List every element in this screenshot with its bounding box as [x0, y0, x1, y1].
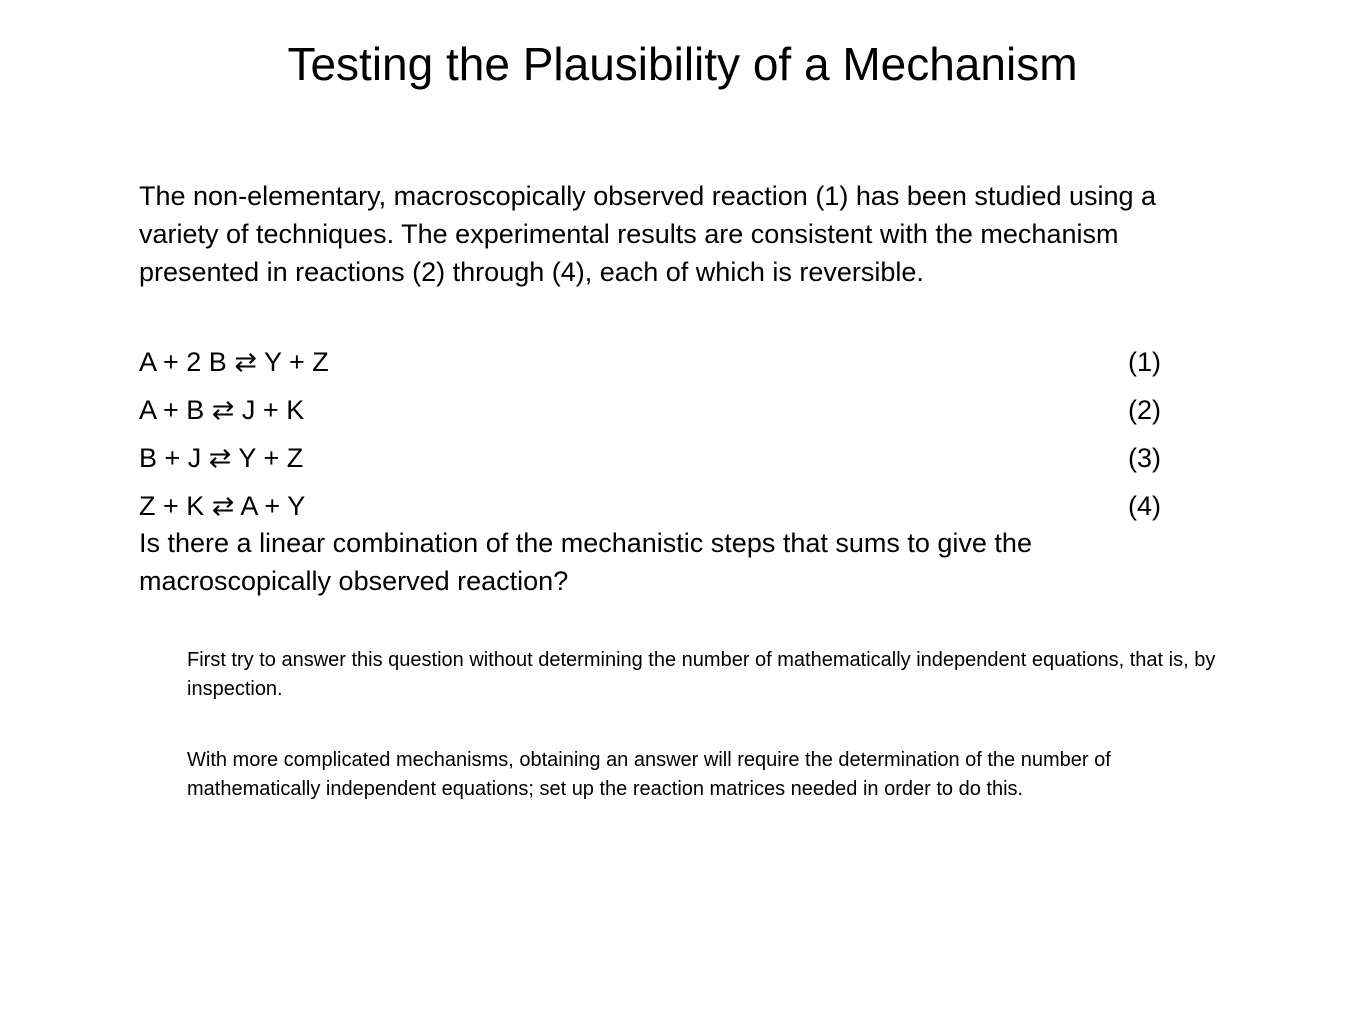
reaction-equation: B + J ⇄ Y + Z — [139, 443, 304, 473]
reaction-list — [139, 343, 1161, 535]
reaction-equation: A + B ⇄ J + K — [139, 395, 305, 425]
reaction-equation: Z + K ⇄ A + Y — [139, 491, 306, 521]
reaction-row — [139, 487, 1161, 525]
note-inspection: First try to answer this question without determining the number of mathematically independent equations, that is, by inspection. — [187, 649, 1216, 700]
question-paragraph: Is there a linear combination of the mechanistic steps that sums to give the macroscopically observed reaction? — [139, 528, 1032, 596]
reaction-row — [139, 439, 1161, 477]
reaction-number: (2) — [1128, 395, 1161, 425]
reaction-equation: A + 2 B ⇄ Y + Z — [139, 347, 329, 377]
reaction-row — [139, 391, 1161, 429]
reaction-number: (3) — [1128, 443, 1161, 473]
reaction-number: (4) — [1128, 491, 1161, 521]
intro-paragraph: The non-elementary, macroscopically observed reaction (1) has been studied using a variety of techniques. The experimental results are consistent with the mechanism presented in reactions (2) through (4), each of which is reversible. — [139, 181, 1157, 287]
reaction-number: (1) — [1128, 347, 1161, 377]
slide-title: Testing the Plausibility of a Mechanism — [287, 38, 1078, 90]
note-matrices: With more complicated mechanisms, obtaining an answer will require the determination of the number of mathematically independent equations; set up the reaction matrices needed in order to do this. — [187, 749, 1111, 800]
reaction-row — [139, 343, 1161, 381]
